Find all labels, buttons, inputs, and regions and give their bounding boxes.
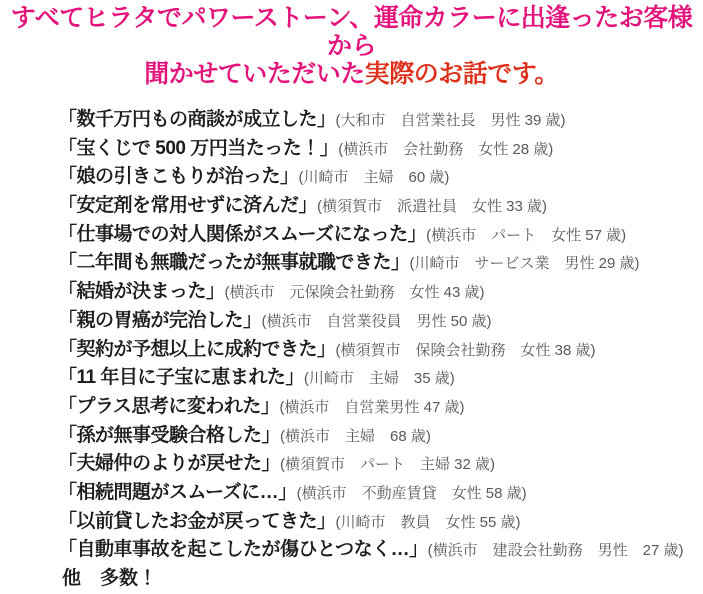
testimonial-attribution: (横浜市 元保険会社勤務 女性 43 歳)	[224, 284, 485, 302]
testimonial-attribution: (川崎市 主婦 35 歳)	[303, 370, 455, 388]
testimonial-attribution: (川崎市 教員 女性 55 歳)	[335, 513, 521, 531]
list-item	[58, 508, 693, 537]
testimonial-quote: 「娘の引きこもりが治った」	[58, 166, 299, 188]
testimonial-quote: 「数千万円もの商談が成立した」	[58, 109, 336, 130]
testimonial-attribution: (横浜市 建設会社勤務 男性 27 歳)	[427, 542, 684, 560]
testimonial-attribution: (大和市 自営業社長 男性 39 歳)	[335, 112, 566, 129]
headline-line1: すべてヒラタでパワーストーン、運命カラーに出逢ったお客様から	[10, 4, 693, 60]
list-item	[58, 106, 693, 135]
list-item	[58, 249, 693, 278]
list-item	[58, 393, 693, 422]
testimonial-quote: 「孫が無事受験合格した」	[58, 424, 281, 446]
testimonial-attribution: (川崎市 サービス業 男性 29 歳)	[409, 255, 640, 273]
testimonial-quote: 「宝くじで 500 万円当たった！」	[58, 137, 339, 159]
testimonial-attribution: (横須賀市 派遣社員 女性 33 歳)	[317, 198, 548, 216]
testimonial-quote: 「結婚が決まった」	[58, 281, 225, 303]
list-item	[58, 536, 693, 565]
testimonial-quote: 「仕事場での対人関係がスムーズになった」	[58, 223, 427, 245]
list-item	[58, 221, 693, 250]
list-item	[58, 336, 693, 365]
list-item	[58, 479, 693, 508]
testimonial-attribution: (横須賀市 パート 主婦 32 歳)	[280, 456, 496, 474]
list-item	[58, 364, 693, 393]
testimonial-quote: 「二年間も無職だったが無事就職できた」	[58, 252, 410, 274]
list-item	[58, 192, 693, 221]
headline-line2-highlight: 実際のお話です。	[364, 60, 559, 88]
testimonial-attribution: (横須賀市 保険会社勤務 女性 38 歳)	[335, 341, 596, 359]
list-item	[58, 135, 693, 164]
testimonial-quote: 「プラス思考に変われた」	[58, 395, 280, 417]
list-item	[58, 450, 693, 479]
testimonial-attribution: (横浜市 不動産賃貸 女性 58 歳)	[296, 484, 527, 502]
testimonial-quote: 「11 年目に子宝に恵まれた」	[58, 367, 304, 389]
footer-note: 他 多数！	[62, 568, 158, 589]
list-item	[58, 307, 693, 336]
testimonial-quote: 「夫婦仲のよりが戻せた」	[58, 453, 281, 475]
testimonial-attribution: (横浜市 主婦 68 歳)	[280, 427, 431, 445]
testimonial-attribution: (横浜市 会社勤務 女性 28 歳)	[338, 140, 554, 158]
testimonial-attribution: (川崎市 主婦 60 歳)	[298, 169, 450, 187]
list-item	[58, 278, 693, 307]
testimonial-quote: 「安定剤を常用せずに済んだ」	[58, 195, 318, 217]
page-title	[0, 0, 703, 88]
testimonial-attribution: (横浜市 自営業男性 47 歳)	[279, 398, 465, 416]
list-item	[58, 163, 693, 192]
testimonial-quote: 「自動車事故を起こしたが傷ひとつなく…」	[58, 539, 428, 561]
testimonial-attribution: (横浜市 パート 女性 57 歳)	[426, 226, 627, 244]
testimonial-quote: 「親の胃癌が完治した」	[58, 309, 262, 331]
testimonial-quote: 「相続問題がスムーズに…」	[58, 481, 297, 503]
headline-line2-prefix: 聞かせていただいた	[144, 60, 365, 88]
testimonial-attribution: (横浜市 自営業役員 男性 50 歳)	[261, 312, 492, 330]
list-item	[58, 422, 693, 451]
testimonial-list	[0, 106, 703, 565]
testimonial-quote: 「契約が予想以上に成約できた」	[58, 338, 336, 360]
testimonial-quote: 「以前貸したお金が戻ってきた」	[58, 510, 336, 532]
